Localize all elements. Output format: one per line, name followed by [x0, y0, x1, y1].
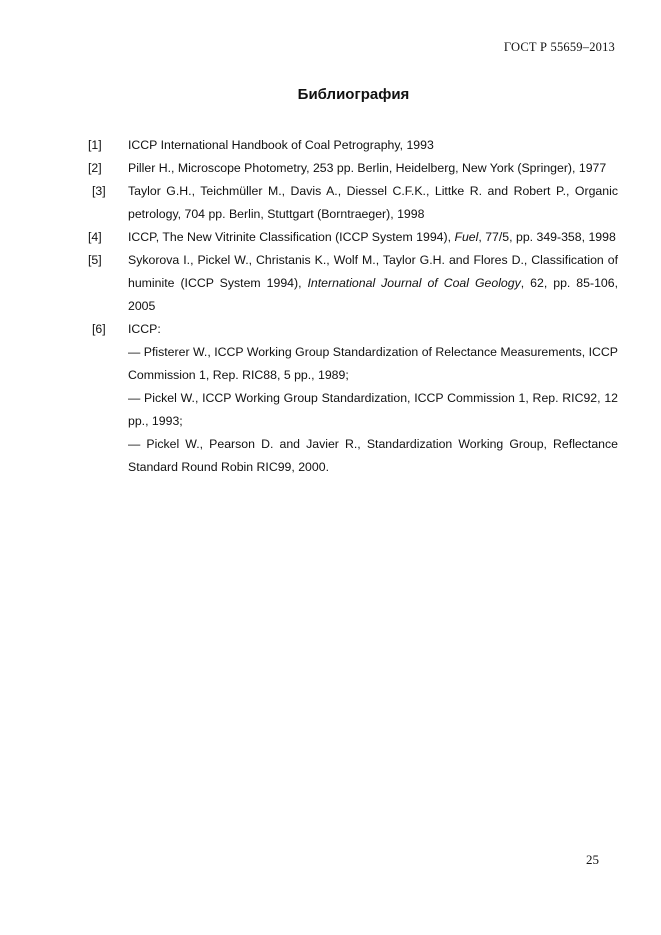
- bibliography-entry-2: [88, 157, 618, 180]
- entry-text-before: ICCP, The New Vitrinite Classification (ICCP System 1994),: [128, 230, 455, 244]
- entry-text: Piller H., Microscope Photometry, 253 pp. Berlin, Heidelberg, New York (Springer), 1977: [128, 161, 607, 175]
- entry-number: [6]: [92, 322, 106, 336]
- entry-number: [5]: [88, 253, 102, 267]
- entry-text-after: , 62, pp. 85-106, 2005: [128, 276, 619, 313]
- bibliography-entry-6: [88, 318, 618, 479]
- entry-number: [4]: [88, 230, 102, 244]
- entry-number: [1]: [88, 138, 102, 152]
- journal-name: International Journal of Coal Geology: [307, 276, 521, 290]
- page-title: Библиография: [297, 86, 410, 103]
- bibliography-list: [88, 134, 618, 479]
- entry-number: [3]: [92, 184, 106, 198]
- entry-number: [2]: [88, 161, 102, 175]
- page-number: 25: [586, 852, 599, 867]
- document-code-header: ГОСТ Р 55659–2013: [503, 40, 615, 54]
- bibliography-entry-1: [88, 134, 618, 157]
- entry-text-after: , 77/5, pp. 349-358, 1998: [478, 230, 616, 244]
- journal-name: Fuel: [454, 230, 479, 244]
- entry-text: [128, 249, 618, 318]
- entry-text: Taylor G.H., Teichmüller M., Davis A., Diessel C.F.K., Littke R. and Robert P., Organic petrology, 704 pp. Berlin, Stuttgart (Borntraeger), 1998: [128, 184, 618, 221]
- entry-text-before: Sykorova I., Pickel W., Christanis K., Wolf M., Taylor G.H. and Flores D., Classification of huminite (ICCP System 1994),: [128, 253, 618, 290]
- sub-item: — Pfisterer W., ICCP Working Group Standardization of Relectance Measurements, ICCP Commission 1, Rep. RIC88, 5 pp., 1989;: [128, 345, 618, 382]
- entry-text: [128, 226, 618, 249]
- entry-text: ICCP International Handbook of Coal Petrography, 1993: [128, 138, 434, 152]
- entry-text: ICCP:: [128, 322, 161, 336]
- entry-text-block: [128, 318, 618, 479]
- bibliography-entry-3: [88, 180, 618, 226]
- bibliography-entry-5: [88, 249, 618, 318]
- sub-item: — Pickel W., ICCP Working Group Standardization, ICCP Commission 1, Rep. RIC92, 12 pp., 1993;: [128, 391, 618, 428]
- bibliography-entry-4: [88, 226, 618, 249]
- sub-item: — Pickel W., Pearson D. and Javier R., Standardization Working Group, Reflectance Standard Round Robin RIC99, 2000.: [128, 437, 618, 474]
